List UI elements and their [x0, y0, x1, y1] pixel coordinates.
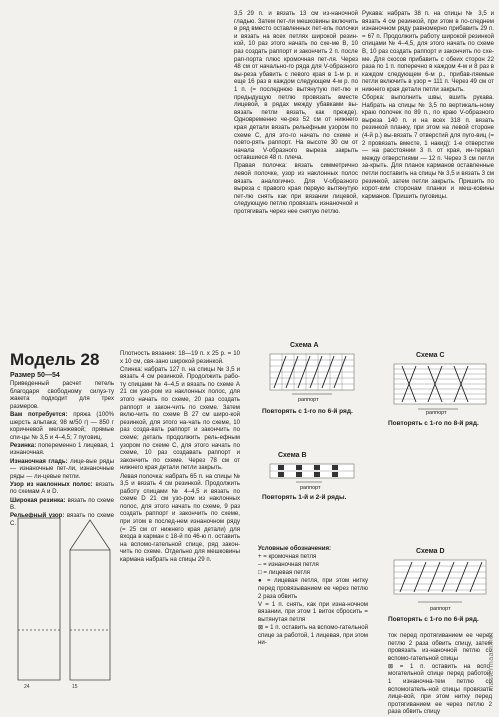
svg-text:15: 15 [72, 684, 78, 690]
scheme-d-caption: Повторять с 1-го по 6-й ряд. [388, 616, 479, 623]
paragraph: Плотность вязания: 18—19 п. х 25 р. = 10 х 10 см, свя-зано широкой резинкой. [120, 350, 240, 365]
paragraph: Сборка: выполнить швы, вшить рукава. Набрать на спицы № 3,5 по вертикаль-ному краю полочек по 89 п., по краю V-образного выреза 140 п. и на всех 318 п. вязать резинкой планку, при этом на левой стороне (4-й р.) вы-вязать 7 отверстий для пуго-виц (= 2 провязать вместе, 1 накид): 1-е отверстие — на расстоянии 3 п. от края, ин-тервал между отверстиями — 12 п. Через 3 см петли за-крыть. Для планок карманов оставленные петли поставить на спицы № 3,5 и вязать 3 см резинкой, затем петли закрыть. Пришить по корот-ким сторонам планки и меш-ковины карманов. Пришить пуговицы. [362, 94, 494, 200]
svg-text:24: 24 [24, 684, 30, 690]
back-left-front-continued [234, 10, 358, 216]
legend-item: ⊠ = 1 п. оставить на вспомо-гательной спице за работой, 1 лицевая, при этом ни- [258, 623, 368, 647]
model-title: Модель 28 [10, 350, 100, 369]
scheme-b-title: Схема В [278, 452, 307, 459]
watermark: mastermaam.net [488, 632, 495, 692]
legend-title: Условные обозначения: [258, 545, 332, 552]
legend-item: – = изнаночная петля [258, 561, 319, 569]
wide-head: Широкая резинка: [10, 496, 66, 504]
scheme-b-chart [262, 462, 374, 484]
rib-head: Резинка: [10, 441, 37, 449]
legend [258, 545, 368, 647]
relief: вязать по схеме С. [10, 512, 114, 527]
model-intro [10, 350, 114, 528]
legend-item: ток перед протягиванием ее через петлю 2 раза обвить спицу, затем провязать из-наночной петлю со вспомо-гательной спицы [388, 632, 492, 662]
scheme-a-title: Схема А [290, 342, 319, 349]
scheme-c-chart [388, 362, 496, 412]
scheme-b-caption: Повторять 1-й и 2-й ряды. [262, 494, 347, 501]
materials-head: Вам потребуется: [10, 410, 68, 418]
scheme-a-rapport: раппорт [298, 397, 319, 403]
paragraph: Спинка: набрать 127 п. на спицы № 3,5 и вязать 4 см резинкой. Продолжить рабо-ту спицами № 4–4,5 и вязать по схеме А 21 см узо-ром из наклонных полос, для этого начать по схеме, 20 раз создать раппорт и закон-чить по схеме. Затем вклю-чить по схеме В 27 см широ-кой резинкой, для этого на-чать по схеме, 10 раз созда-вать раппорт и закончить по схеме; деталь продолжить рель-ефным узором по схеме С, для этого начать по схеме, 10 раз создавать раппорт и закончить по схеме. Через 78 см от нижнего края детали петли закрыть. [120, 365, 240, 472]
legend-continued [388, 632, 492, 717]
paragraph: 3,5 29 п. и вязать 13 см из-наночной гладью. Затем пет-ли мешковины включить в ряд вместо оставленных пет-ель полочки и вязать на всех петлях широкой резин-кой, 10 раз этого начать по схе-ме В, 10 раз создать раппорт и закончить 2 п. после рап-порта плюс кромочная пет-ля. Через 48 см от начально-го ряда для V-образного вы-реза убавить с левого края в 1-м р. и еще 16 раз в каждом следующем 4-м р. по 1 п. (= последнюю вытянутую пет-лю и предыдущую петлю провязать вместе лицевой, в рядах между убавками вы-вязать петли вязать, как прежде). Одновременно че-рез 52 см от нижнего края детали вязать рельефным узором по схеме С, для это-го начать по схеме и повто-рять раппорт. На высоте 30 см от начала V-образного выреза закрыть оставшиеся 48 п. плечa. [234, 10, 358, 162]
purl: лице-вые ряды — изнаночные пет-ли, изнаночные ряды — ли-цевые петли. [10, 457, 114, 480]
purl-head: Изнаночная гладь: [10, 457, 68, 465]
density-back-left-front [120, 350, 240, 564]
scheme-d-chart [388, 558, 496, 606]
legend-item: ⊠ = 1 п. оставить на вспо-могательной спице перед работой, 1 изнаночна-тем петлю со вспомогатель-ной спицы провязать лице-вой, при этом нитку перед протягиванием ее через петлю 2 раза обвить спицу [388, 662, 492, 716]
legend-item: V = 1 п. снять, как при изна-ночном вязании, при этом 1 виток сбросить = вытянутая петля [258, 600, 368, 623]
intro: Приведенный расчет петель благодаря свободному силуэ-ту жакета подходит для трех размеров. [10, 380, 114, 410]
scheme-c-title: Схема С [416, 352, 445, 359]
model-size: Размер 50—54 [10, 372, 60, 379]
paragraph: Рукава: набрать 38 п. на спицы № 3,5 и вязать 4 см резинкой, при этом в по-следнем изнаночном ряду равномерно прибавить 29 п. = 67 п. Продолжить работу широкой резинкой спицами № 4–4,5, для этого начать по схеме В, 10 раз создать раппорт и закончить по схе-ме. Для скосов прибавить с обеих сторон 22 раза по 1 п. поперечно в каждом 4-м и 8 раз в каждом следующем 6-м р., прибав-ляемые петли включить в узор = 111 п. Через 49 см от нижнего края детали петли закрыть. [362, 10, 494, 93]
legend-item: ● = лицевая петля, при этом нитку перед провязыванием ее через петлю 2 раза обвить [258, 577, 368, 600]
sleeves-assembly [362, 10, 494, 201]
slant: вязать по схемам А и D. [10, 480, 114, 496]
scheme-a-caption: Повторять с 1-го по 6-й ряд. [262, 408, 353, 415]
scheme-d-title: Схема D [416, 548, 445, 555]
rib: попеременно 1 лицевая, 1 изнаночная. [10, 441, 114, 457]
relief-head: Рельефный узор: [10, 512, 65, 520]
legend-item: + = кромочная петля [258, 553, 317, 561]
wide: вязать по схеме В. [10, 496, 114, 512]
scheme-a-chart [262, 352, 374, 396]
scheme-b-rapport: раппорт [300, 485, 321, 491]
scheme-d-rapport: раппорт [430, 606, 451, 612]
materials: пряжа (100% шерсть альпака; 98 м/50 г) — 850 г коричневой меланжевой; прямые спи-цы № 3,5 и 4–4,5; 7 пуговиц. [10, 410, 115, 441]
legend-item: □ = лицевая петля [258, 569, 310, 577]
paragraph: Правая полочка: вязать симметрично левой полочке, узор из наклонных полос вязать аналогично. Для V-образного выреза с правого края первую вытянутую пет-лю снять как при вязании лицевой, следующую петлю провязать изнаночной и протягивать через нее снятую петлю. [234, 162, 358, 215]
paragraph: Левая полочка: набрать 65 п. на спицы № 3,5 и вязать 4 см резинкой. Продолжить работу спицами № 4–4,5 и вязать по схеме D 21 см узо-ром из наклонных полос, для этого начать по схеме, 9 раз создать раппорт и закончить по схеме, при этом в послед-нем изнаночном ряду (= 25 см от нижнего края детали) для входа в карман с 18-й по 46-ю п. оставить на вспомо-гательной спице, ряд закон-чить по схеме. Отдельно для мешковины кармана набрать на спицы 29 п. [120, 472, 240, 564]
scheme-c-rapport: раппорт [426, 410, 447, 416]
scheme-c-caption: Повторять с 1-го по 8-й ряд. [388, 420, 479, 427]
slant-head: Узор из наклонных полос: [10, 480, 93, 488]
garment-schematic [10, 510, 120, 690]
